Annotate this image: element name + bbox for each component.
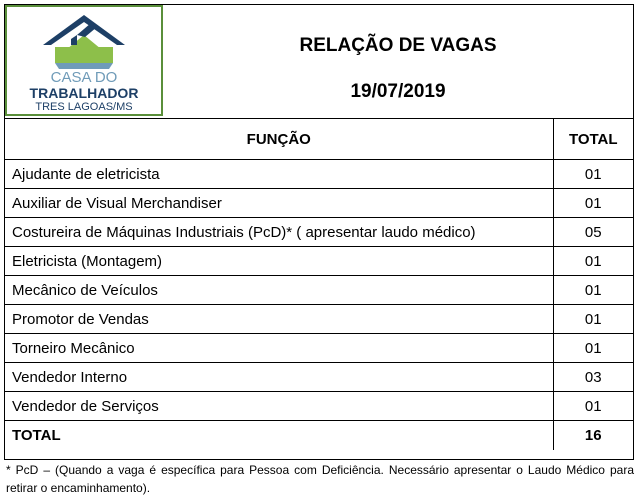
total-label: TOTAL (5, 421, 553, 450)
column-header-total: TOTAL (553, 119, 633, 160)
page-title: RELAÇÃO DE VAGAS (299, 35, 497, 56)
table-row (5, 218, 633, 247)
footnote: * PcD – (Quando a vaga é específica para Pessoa com Deficiência. Necessário apresentar o Laudo Médico para retirar o encaminhamento). (6, 463, 634, 495)
row-function: Torneiro Mecânico (5, 334, 553, 363)
row-total: 03 (553, 363, 633, 392)
logo-line3: TRES LAGOAS/MS (35, 101, 133, 113)
document-frame (4, 4, 634, 460)
row-total: 01 (553, 305, 633, 334)
logo-line2: TRABALHADOR (29, 85, 139, 101)
row-total: 01 (553, 392, 633, 421)
table-row (5, 305, 633, 334)
table-row (5, 334, 633, 363)
page-date: 19/07/2019 (350, 81, 446, 102)
row-function: Vendedor Interno (5, 363, 553, 392)
table-row (5, 276, 633, 305)
row-function: Promotor de Vendas (5, 305, 553, 334)
table-row (5, 392, 633, 421)
table-total-row (5, 421, 633, 450)
header (5, 5, 633, 119)
row-function: Ajudante de eletricista (5, 160, 553, 189)
row-total: 01 (553, 247, 633, 276)
logo (5, 5, 163, 116)
vacancies-table (5, 118, 633, 450)
row-function: Auxiliar de Visual Merchandiser (5, 189, 553, 218)
row-function: Costureira de Máquinas Industriais (PcD)* ( apresentar laudo médico) (5, 218, 553, 247)
row-function: Mecânico de Veículos (5, 276, 553, 305)
row-total: 01 (553, 276, 633, 305)
row-total: 01 (553, 160, 633, 189)
row-total: 05 (553, 218, 633, 247)
column-header-function: FUNÇÃO (5, 119, 553, 160)
house-logo-icon (29, 15, 139, 71)
row-total: 01 (553, 334, 633, 363)
table-row (5, 247, 633, 276)
logo-line1: CASA DO (50, 69, 118, 86)
total-value: 16 (553, 421, 633, 450)
table-row (5, 160, 633, 189)
table-header-row (5, 119, 633, 160)
row-function: Eletricista (Montagem) (5, 247, 553, 276)
table-row (5, 363, 633, 392)
row-function: Vendedor de Serviços (5, 392, 553, 421)
row-total: 01 (553, 189, 633, 218)
table-row (5, 189, 633, 218)
